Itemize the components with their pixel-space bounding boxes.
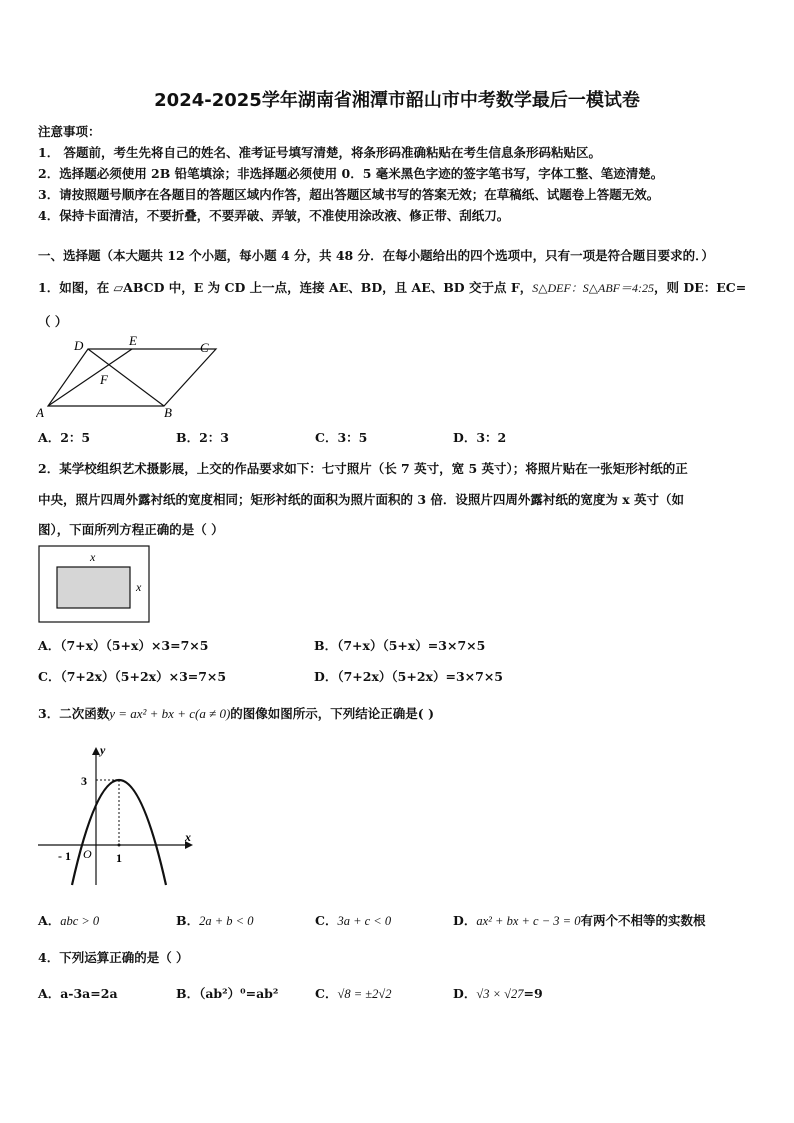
q3-text: 3．二次函数y = ax² + bx + c(a ≠ 0)的图像如图所示，下列结论正确是( ) (38, 706, 434, 721)
q4-option-a: A．a-3a=2a (38, 986, 118, 1001)
notice-item-1: 1． 答题前，考生先将自己的姓名、准考证号填写清楚，将条形码准确粘贴在考生信息条形码粘贴区。 (38, 145, 602, 160)
label-e: E (129, 334, 137, 348)
label-b: B (164, 405, 172, 420)
photo-rectangle (57, 567, 130, 608)
q3-parabola-graph (36, 740, 198, 890)
q3-option-b: B．2a + b < 0 (176, 913, 254, 928)
q4-option-d: D．√3 × √27=9 (453, 986, 543, 1001)
q2-option-b: B．（7+x）（5+x）=3×7×5 (314, 638, 486, 653)
q2-photo-frame-figure (38, 545, 150, 623)
q2-line-2: 中央，照片四周外露衬纸的宽度相同；矩形衬纸的面积为照片面积的 3 倍．设照片四周外露衬纸的宽度为 x 英寸（如 (38, 492, 685, 507)
q3-formula: y = ax² + bx + c(a ≠ 0) (109, 706, 231, 721)
notice-item-3: 3．请按照题号顺序在各题目的答题区域内作答，超出答题区域书写的答案无效；在草稿纸、试题卷上答题无效。 (38, 187, 660, 202)
notice-heading: 注意事项： (38, 124, 101, 139)
q4-text: 4．下列运算正确的是（ ） (38, 950, 189, 965)
q3-option-d: D．ax² + bx + c − 3 = 0有两个不相等的实数根 (453, 913, 706, 928)
q1-option-a: A．2：5 (38, 430, 91, 445)
label-three: 3 (81, 774, 87, 788)
notice-item-2: 2．选择题必须使用 2B 铅笔填涂；非选择题必须使用 0．5 毫米黑色字迹的签字笔书写，字体工整、笔迹清楚。 (38, 166, 664, 181)
label-one: 1 (116, 851, 122, 865)
label-a: A (36, 405, 44, 420)
q2-option-c: C．（7+2x）（5+2x）×3=7×5 (38, 669, 227, 684)
q1-parallelogram-figure (36, 334, 226, 422)
label-x-right: x (136, 580, 142, 594)
label-f: F (100, 372, 108, 387)
label-minus-one: - 1 (58, 849, 71, 863)
label-d: D (74, 338, 84, 353)
q3-option-a: A．abc > 0 (38, 913, 100, 928)
q2-option-a: A．（7+x）（5+x）×3=7×5 (38, 638, 209, 653)
page-title: 2024-2025学年湖南省湘潭市韶山市中考数学最后一模试卷 (154, 90, 640, 111)
q4-option-c: C．√8 = ±2√2 (315, 986, 392, 1001)
label-x: x (185, 830, 191, 844)
q1-option-b: B．2：3 (176, 430, 229, 445)
label-origin: O (83, 847, 92, 861)
q2-line-3: 图），下面所列方程正确的是（ ） (38, 522, 224, 537)
q1-text: 1．如图，在 ▱ABCD 中，E 为 CD 上一点，连接 AE、BD，且 AE、BD 交于点 F，S△DEF：S△ABF＝4:25，则 DE：EC= (38, 280, 747, 295)
q2-line-1: 2．某学校组织艺术摄影展，上交的作品要求如下：七寸照片（长 7 英寸，宽 5 英寸）；将照片贴在一张矩形衬纸的正 (38, 461, 688, 476)
label-x-top: x (90, 550, 96, 564)
q4-option-b: B．（ab²）⁰=ab² (176, 986, 279, 1001)
q1-paren: （ ） (38, 314, 68, 329)
q1-option-d: D．3：2 (453, 430, 507, 445)
label-c: C (200, 340, 209, 355)
q1-option-c: C．3：5 (315, 430, 368, 445)
y-axis-arrow (92, 747, 100, 755)
label-y: y (100, 743, 106, 757)
q2-option-d: D．（7+2x）（5+2x）=3×7×5 (314, 669, 503, 684)
q1-formula: S△DEF：S△ABF＝4:25 (532, 281, 654, 295)
parallelogram-abcd (48, 349, 216, 406)
q3-option-c: C．3a + c < 0 (315, 913, 392, 928)
tick-dot-one (118, 844, 121, 847)
section-heading: 一、选择题（本大题共 12 个小题，每小题 4 分，共 48 分．在每小题给出的四个选项中，只有一项是符合题目要求的．） (38, 248, 714, 263)
notice-item-4: 4．保持卡面清洁，不要折叠，不要弄破、弄皱，不准使用涂改液、修正带、刮纸刀。 (38, 208, 510, 223)
segment-ae (48, 349, 132, 406)
